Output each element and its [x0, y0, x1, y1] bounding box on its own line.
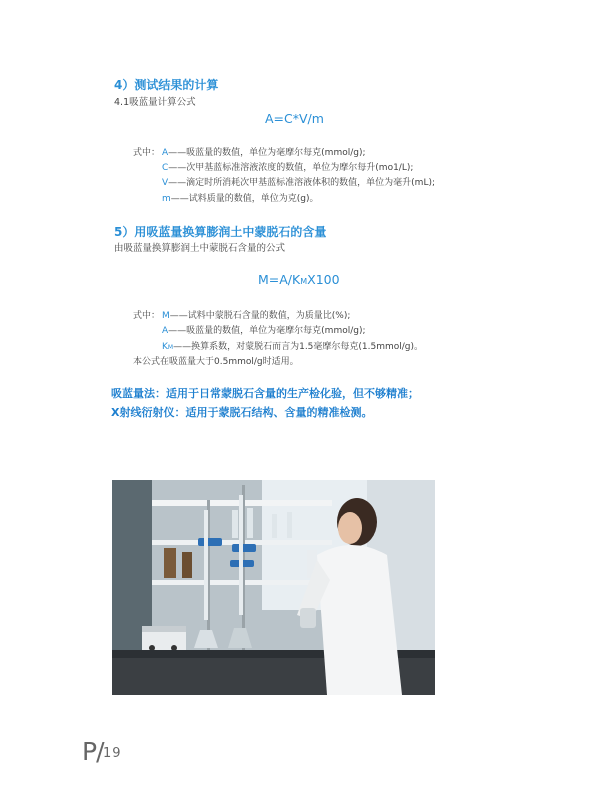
section4-heading: 4）测试结果的计算	[114, 78, 219, 92]
conclusion-line-1: 吸蓝量法：适用于日常蒙脱石含量的生产检化验，但不够精准；	[111, 387, 419, 400]
section5-heading: 5）用吸蓝量换算膨润土中蒙脱石的含量	[114, 225, 327, 239]
section4-defs-lead: 式中：	[133, 148, 161, 158]
lab-photo	[112, 480, 435, 695]
section5-def-a: A——吸蓝量的数值，单位为毫摩尔每克(mmol/g);	[162, 326, 366, 336]
page-number: 19	[103, 746, 122, 761]
section4-def-a: A——吸蓝量的数值，单位为毫摩尔每克(mmol/g);	[162, 148, 366, 158]
section5-note: 本公式在吸蓝量大于0.5mmol/g时适用。	[133, 357, 299, 367]
section5-def-k: KM——换算系数，对蒙脱石而言为1.5毫摩尔每克(1.5mmol/g)。	[162, 342, 424, 352]
section5-subheading: 由吸蓝量换算膨润土中蒙脱石含量的公式	[114, 243, 286, 254]
page-prefix: P/	[82, 737, 104, 766]
conclusion-line-2: X射线衍射仪：适用于蒙脱石结构、含量的精准检测。	[111, 406, 373, 419]
section4-def-c: C——次甲基蓝标准溶液浓度的数值，单位为摩尔每升(mo1/L);	[162, 163, 414, 173]
section5-defs-lead: 式中：	[133, 311, 161, 321]
section4-formula: A=C*V/m	[265, 111, 324, 126]
section4-def-v: V——滴定时所消耗次甲基蓝标准溶液体积的数值，单位为毫升(mL);	[162, 178, 436, 188]
section5-def-m: M——试料中蒙脱石含量的数值，为质量比(%);	[162, 311, 351, 321]
section4-def-m: m——试料质量的数值，单位为克(g)。	[162, 194, 319, 204]
section5-formula: M=A/KMX100	[258, 272, 340, 287]
section4-subheading: 4.1吸蓝量计算公式	[114, 97, 196, 108]
